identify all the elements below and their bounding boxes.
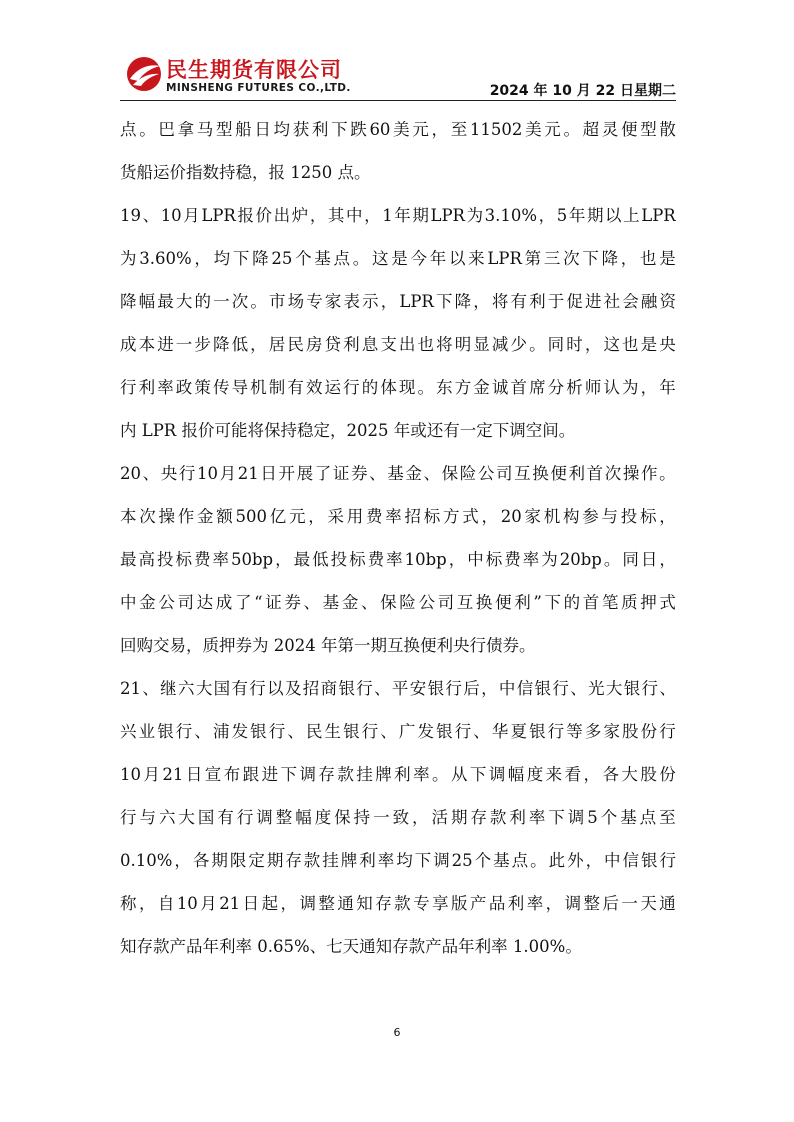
paragraph [120, 452, 676, 667]
text-line: 最 高 投 标 费 率 50bp ， 最 低 投 标 费 率 10bp ， 中 标 费 率 为 20bp 。 同 日 ， [120, 550, 676, 569]
text-line: 点 。 巴 拿 马 型 船 日 均 获 利 下 跌 60 美 元 ， 至 11502 美 元 。 超 灵 便 型 散 [120, 120, 676, 139]
minsheng-logo-icon [124, 54, 164, 94]
text-line: 本 次 操 作 金 额 500 亿 元 ， 采 用 费 率 招 标 方 式 ， 20 家 机 构 参 与 投 标 ， [120, 507, 676, 526]
text-line: 内 LPR 报价可能将保持稳定，2025 年或还有一定下调空间。 [120, 421, 576, 440]
text-line: 货船运价指数持稳，报 1250 点。 [120, 163, 371, 182]
document-body [120, 108, 676, 968]
paragraph [120, 667, 676, 968]
text-line: 中 金 公 司 达 成 了 “ 证 券 、 基 金 、 保 险 公 司 互 换 便 利 ” 下 的 首 笔 质 押 式 [120, 593, 676, 612]
paragraph [120, 108, 676, 194]
page-number: 6 [393, 1026, 401, 1039]
company-name-cn: 民生期货有限公司 [166, 58, 342, 82]
text-line: 19 、 10 月 LPR 报 价 出 炉 ， 其 中 ， 1 年 期 LPR 为 3.10% ， 5 年 期 以 上 LPR [120, 206, 676, 225]
text-line: 为 3.60% ， 均 下 降 25 个 基 点 。 这 是 今 年 以 来 LPR 第 三 次 下 降 ， 也 是 [120, 249, 676, 268]
text-line: 知存款产品年利率 0.65%、七天通知存款产品年利率 1.00%。 [120, 937, 582, 956]
text-line: 称 ， 自 10 月 21 日 起 ， 调 整 通 知 存 款 专 享 版 产 品 利 率 ， 调 整 后 一 天 通 [120, 894, 676, 913]
text-line: 回购交易，质押券为 2024 年第一期互换便利央行债券。 [120, 636, 536, 655]
paragraph [120, 194, 676, 452]
page-header [120, 54, 676, 101]
text-line: 20 、 央 行 10 月 21 日 开 展 了 证 券 、 基 金 、 保 险 公 司 互 换 便 利 首 次 操 作 。 [120, 464, 676, 483]
text-line: 21 、 继 六 大 国 有 行 以 及 招 商 银 行 、 平 安 银 行 后 ， 中 信 银 行 、 光 大 银 行 、 [120, 679, 676, 698]
text-line: 0.10% ， 各 期 限 定 期 存 款 挂 牌 利 率 均 下 调 25 个 基 点 。 此 外 ， 中 信 银 行 [120, 851, 676, 870]
text-line: 行 利 率 政 策 传 导 机 制 有 效 运 行 的 体 现 。 东 方 金 诚 首 席 分 析 师 认 为 ， 年 [120, 378, 676, 397]
text-line: 行 与 六 大 国 有 行 调 整 幅 度 保 持 一 致 ， 活 期 存 款 利 率 下 调 5 个 基 点 至 [120, 808, 676, 827]
text-line: 降 幅 最 大 的 一 次 。 市 场 专 家 表 示 ， LPR 下 降 ， 将 有 利 于 促 进 社 会 融 资 [120, 292, 676, 311]
report-date: 2024 年 10 月 22 日星期二 [489, 83, 676, 99]
text-line: 兴 业 银 行 、 浦 发 银 行 、 民 生 银 行 、 广 发 银 行 、 华 夏 银 行 等 多 家 股 份 行 [120, 722, 676, 741]
company-name-en: MINSHENG FUTURES CO.,LTD. [166, 82, 351, 94]
text-line: 成 本 进 一 步 降 低 ， 居 民 房 贷 利 息 支 出 也 将 明 显 减 少 。 同 时 ， 这 也 是 央 [120, 335, 676, 354]
text-line: 10 月 21 日 宣 布 跟 进 下 调 存 款 挂 牌 利 率 。 从 下 调 幅 度 来 看 ， 各 大 股 份 [120, 765, 676, 784]
